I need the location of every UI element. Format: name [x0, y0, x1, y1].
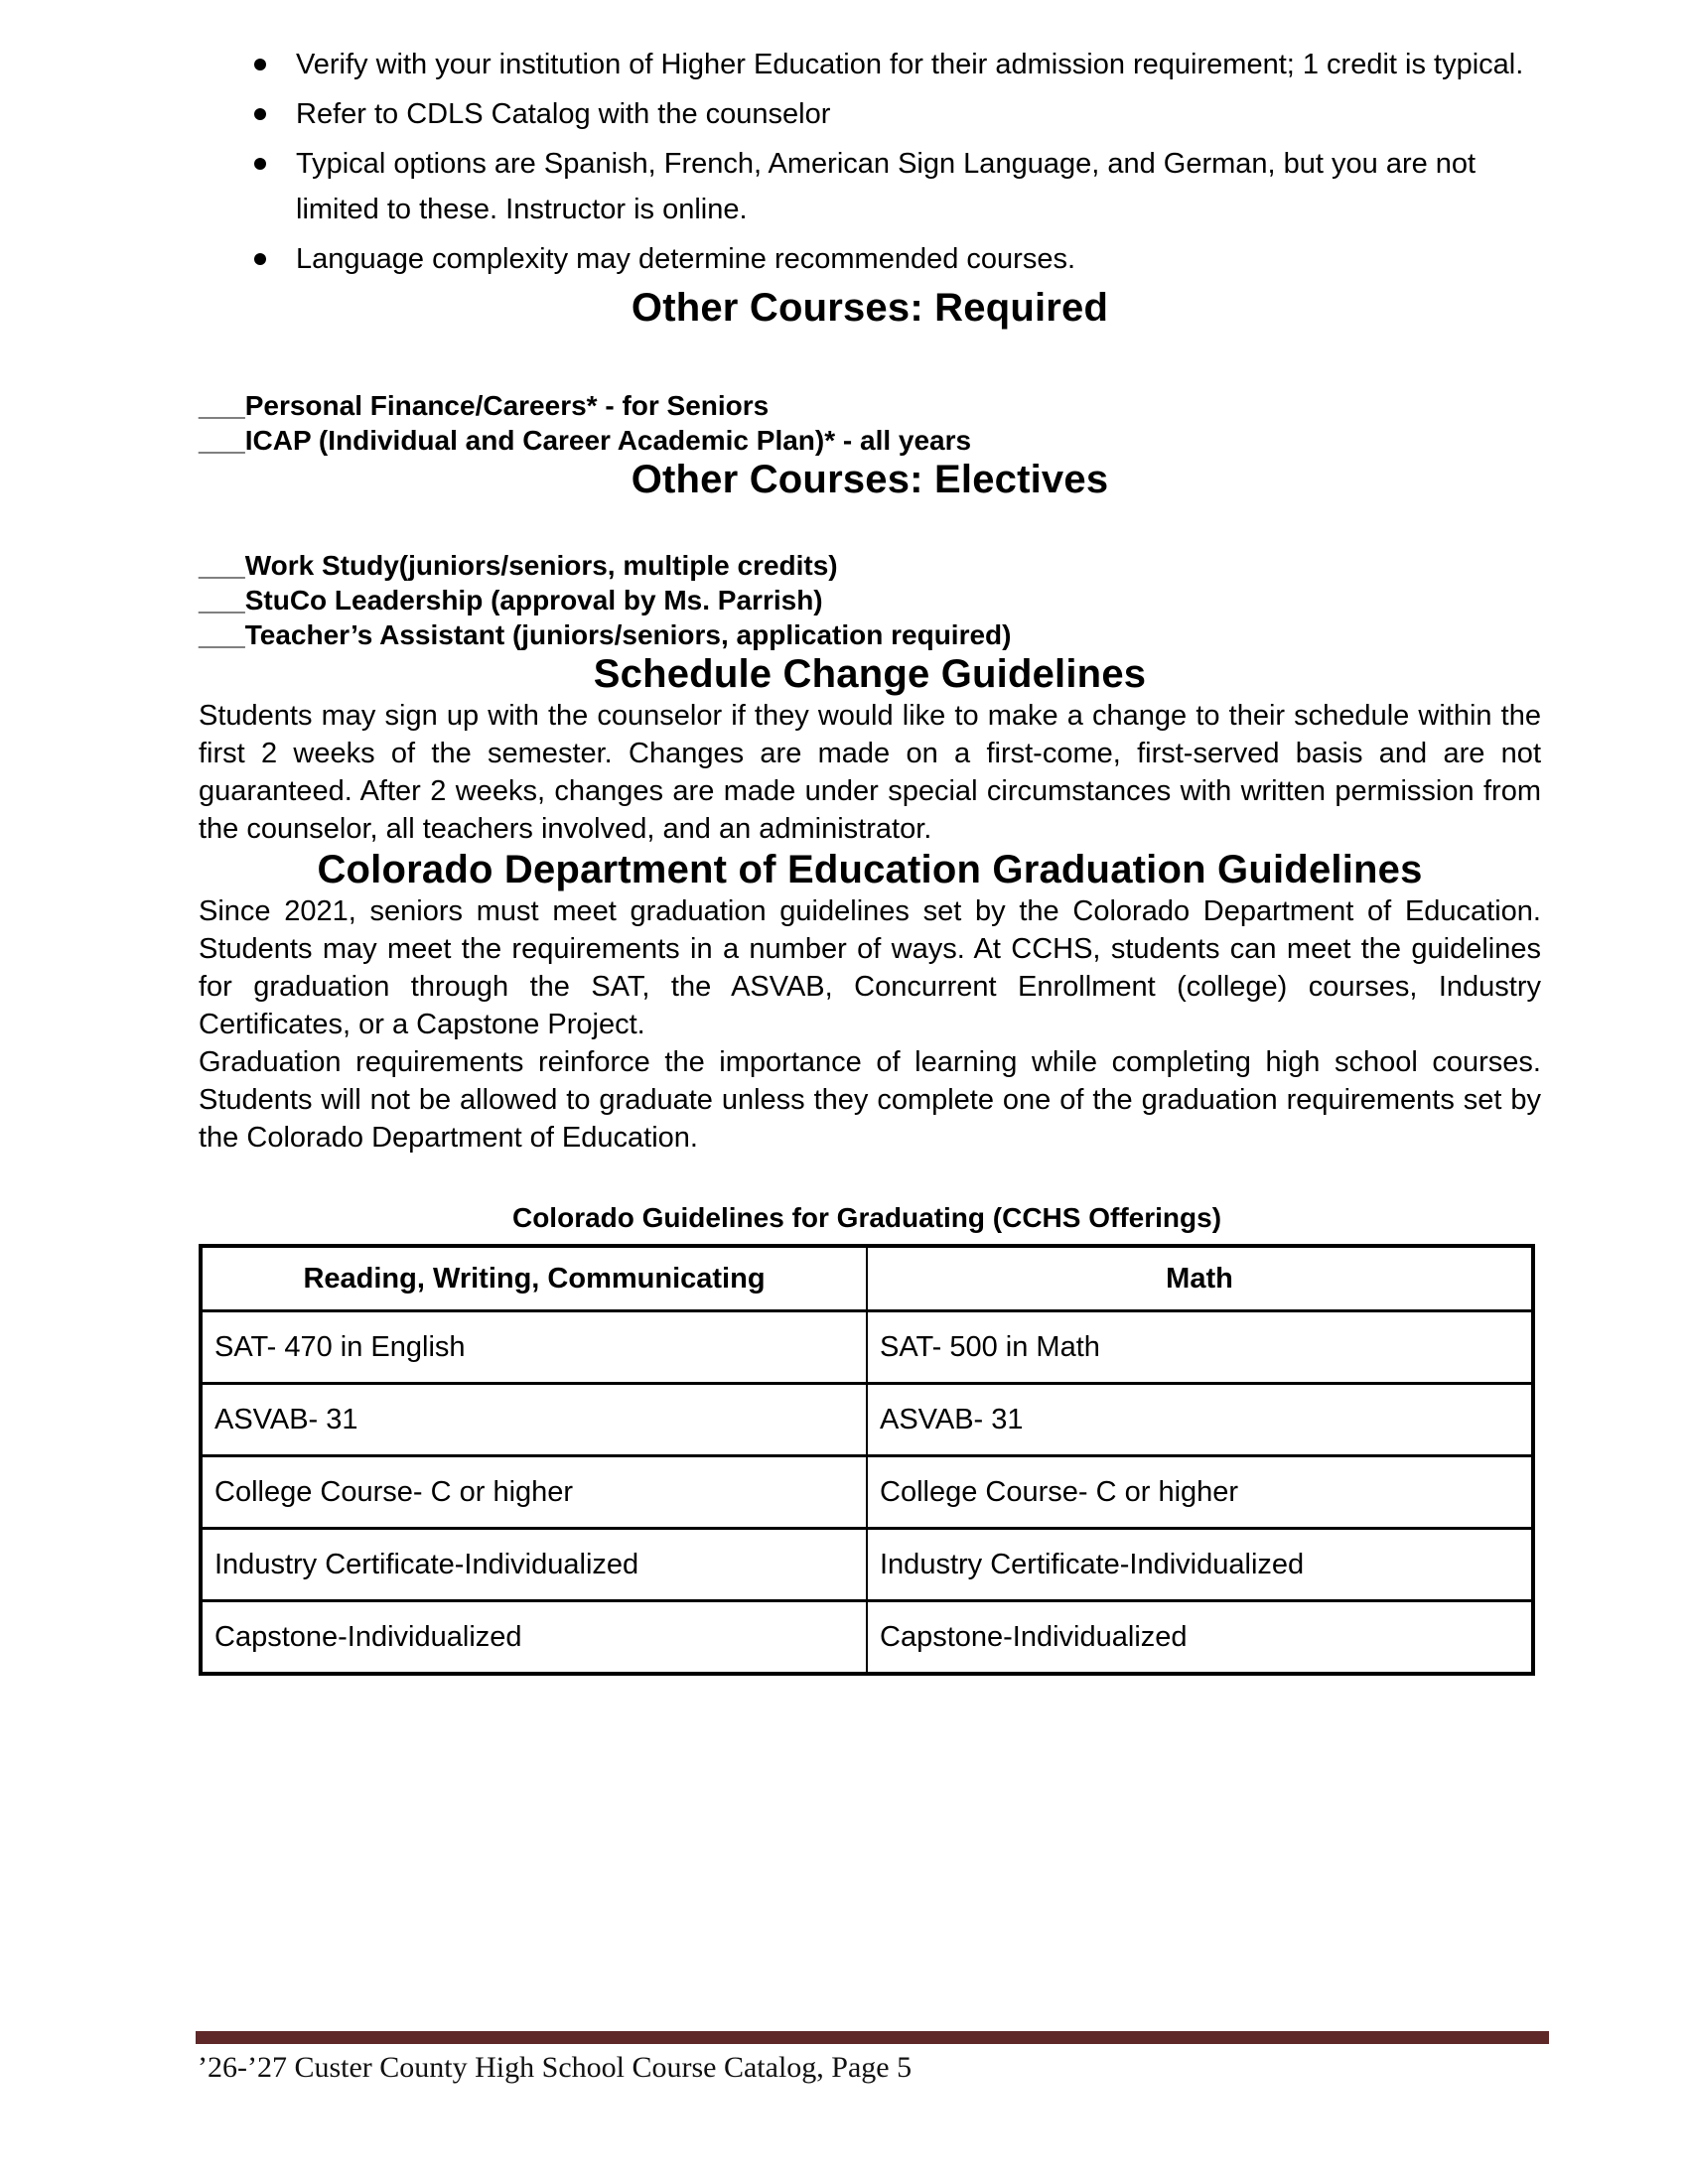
- heading-schedule-change-guidelines: Schedule Change Guidelines: [593, 652, 1147, 696]
- table-cell: College Course- C or higher: [201, 1456, 867, 1529]
- list-item: [254, 141, 1541, 232]
- heading-other-courses-electives: Other Courses: Electives: [631, 458, 1109, 501]
- course-line: ___StuCo Leadership (approval by Ms. Parrish): [199, 585, 823, 615]
- schedule-change-paragraph: Students may sign up with the counselor if they would like to make a change to their schedule within the first 2 weeks of the semester. Changes are made on a first-come, first-served basis and are not guaranteed. After 2 weeks, changes are made under special circumstances with written permission from the counselor, all teachers involved, and an administrator.: [199, 700, 1541, 845]
- bullet-icon: [254, 158, 266, 170]
- table-cell: Industry Certificate-Individualized: [201, 1529, 867, 1601]
- table-row: [201, 1311, 1533, 1384]
- bullet-list: [199, 42, 1541, 282]
- bullet-icon: [254, 59, 266, 70]
- table-cell: SAT- 470 in English: [201, 1311, 867, 1384]
- required-course-list: [199, 388, 1541, 458]
- heading-cde-graduation-guidelines: Colorado Department of Education Graduation Guidelines: [317, 848, 1423, 891]
- table-header-row: [201, 1246, 1533, 1311]
- list-item: [254, 91, 1541, 137]
- table-cell: Capstone-Individualized: [867, 1601, 1533, 1675]
- course-line: ___Personal Finance/Careers* - for Seniors: [199, 390, 770, 421]
- table-row: [201, 1529, 1533, 1601]
- cde-paragraph-2: Graduation requirements reinforce the importance of learning while completing high school courses. Students will not be allowed to graduate unless they complete one of the graduation requirements set by the Colorado Department of Education.: [199, 1046, 1541, 1154]
- bullet-text: Language complexity may determine recommended courses.: [296, 243, 1076, 275]
- table-row: [201, 1456, 1533, 1529]
- table-cell: Capstone-Individualized: [201, 1601, 867, 1675]
- list-item: [254, 236, 1541, 282]
- course-line: ___Work Study(juniors/seniors, multiple credits): [199, 550, 838, 581]
- table-cell: SAT- 500 in Math: [867, 1311, 1533, 1384]
- footer-text: ’26-’27 Custer County High School Course Catalog, Page 5: [198, 2051, 913, 2084]
- course-line: ___ICAP (Individual and Career Academic Plan)* - all years: [199, 425, 972, 456]
- list-item: [254, 42, 1541, 87]
- heading-other-courses-required: Other Courses: Required: [631, 286, 1109, 330]
- graduation-guidelines-table: [199, 1244, 1535, 1676]
- table-cell: ASVAB- 31: [867, 1384, 1533, 1456]
- table-caption: Colorado Guidelines for Graduating (CCHS Offerings): [511, 1202, 1222, 1233]
- course-line: ___Teacher’s Assistant (juniors/seniors, application required): [199, 619, 1012, 650]
- footer-rule: [196, 2031, 1549, 2044]
- page-footer: [196, 2031, 1549, 2085]
- bullet-text: Verify with your institution of Higher Education for their admission requirement; 1 credit is typical.: [296, 49, 1524, 80]
- table-cell: Industry Certificate-Individualized: [867, 1529, 1533, 1601]
- column-header-reading-writing: Reading, Writing, Communicating: [201, 1246, 867, 1311]
- bullet-text: Refer to CDLS Catalog with the counselor: [296, 98, 831, 130]
- table-cell: College Course- C or higher: [867, 1456, 1533, 1529]
- cde-paragraph-1: Since 2021, seniors must meet graduation guidelines set by the Colorado Department of Education. Students may meet the requirements in a number of ways. At CCHS, students can meet the guidelines for graduation through the SAT, the ASVAB, Concurrent Enrollment (college) courses, Industry Certificates, or a Capstone Project.: [199, 895, 1541, 1040]
- table-row: [201, 1384, 1533, 1456]
- table-cell: ASVAB- 31: [201, 1384, 867, 1456]
- bullet-icon: [254, 253, 266, 265]
- table-row: [201, 1601, 1533, 1675]
- column-header-math: Math: [867, 1246, 1533, 1311]
- elective-course-list: [199, 548, 1541, 652]
- bullet-text: Typical options are Spanish, French, American Sign Language, and German, but you are not limited to these. Instructor is online.: [296, 148, 1477, 225]
- bullet-icon: [254, 108, 266, 120]
